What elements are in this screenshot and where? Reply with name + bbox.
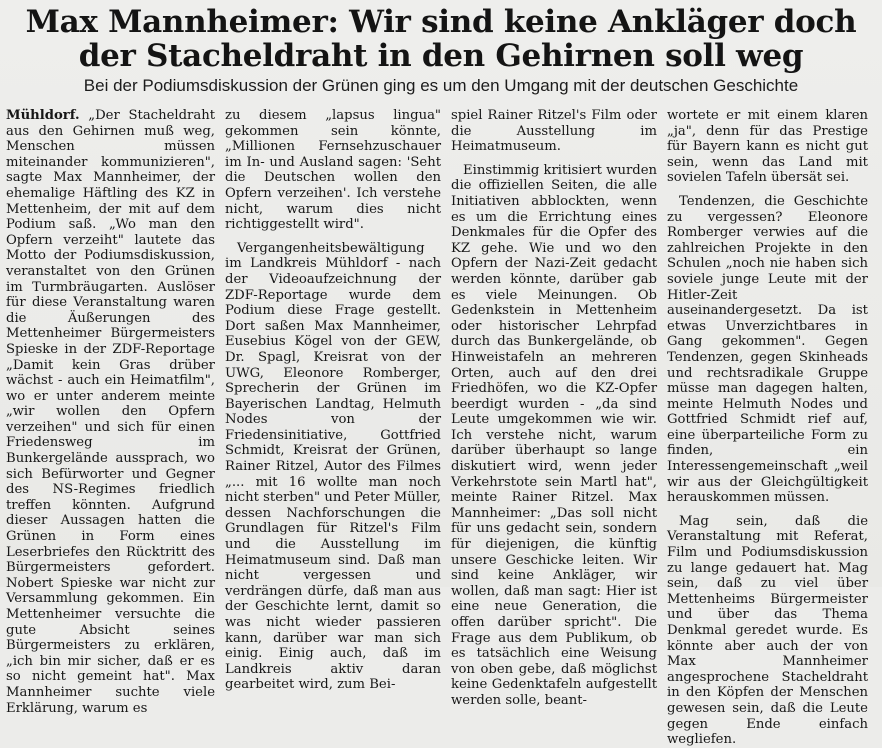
dateline: Mühldorf. <box>6 108 80 123</box>
paragraph: Tendenzen, die Geschichte zu vergessen? Eleonore Romberger verwies auf die zahlreichen Projekte in den Schulen „noch nie haben sich soviele junge Leute mit der Hitler-Zeit auseinandergesetzt. Da ist etwas Unverzichtbares in Gang gekommen". Gegen Tendenzen, gegen Skinheads und rechtsradikale Gruppe müsse man dagegen halten, meinte Helmuth Nodes und Gottfried Schmidt rief auf, eine überparteiliche Form zu finden, ein Interessengemeinschaft „weil wir aus der Gleichgültigkeit herauskommen müssen. <box>667 193 868 506</box>
article-body <box>6 108 878 748</box>
paragraph: Mag sein, daß die Veranstaltung mit Referat, Film und Podiumsdiskussion zu lange gedauert hat. Mag sein, daß zu viel über Mettenheims Bürgermeister und über das Thema Denkmal geredet wurde. Es könnte aber auch der von Max Mannheimer angesprochene Stacheldraht in den Köpfen der Menschen gewesen sein, daß die Leute gegen Ende einfach wegliefen. <box>667 513 868 748</box>
paragraph: Mühldorf. „Der Stacheldraht aus den Gehirnen muß weg, Menschen müssen miteinander kommunizieren", sagte Max Mannheimer, der ehemalige Häftling des KZ in Mettenheim, der mit auf dem Podium saß. „Wo man den Opfern verzeiht" lautete das Motto der Podiumsdiskussion, veranstaltet von den Grünen im Turmbräugarten. Auslöser für diese Veranstaltung waren die Äußerungen des Mettenheimer Bürgermeisters Spieske in der ZDF-Reportage „Damit kein Gras drüber wächst - auch ein Heimatfilm", wo er unter anderem meinte „wir wollen den Opfern verzeihen" und sich für einen Friedensweg im Bunkergelände aussprach, wo sich Befürworter und Gegner des NS-Regimes friedlich treffen könnten. Aufgrund dieser Aussagen hatten die Grünen in Form eines Leserbriefes den Rücktritt des Bürgermeisters gefordert. Nobert Spieske war nicht zur Versammlung gekommen. Ein Mettenheimer versuchte die gute Absicht seines Bürgermeisters zu erklären, „ich bin mir sicher, daß er es so nicht gemeint hat". Max Mannheimer suchte viele Erklärung, warum es <box>6 108 215 716</box>
subheadline: Bei der Podiumsdiskussion der Grünen ging es um den Umgang mit der deutschen Geschichte <box>83 76 799 95</box>
headline <box>0 0 882 73</box>
column-3 <box>451 108 657 708</box>
headline-line-2: der Stacheldraht in den Gehirnen soll weg <box>78 38 804 74</box>
column-4 <box>667 108 868 748</box>
paragraph: wortete er mit einem klaren „ja", denn für das Prestige für Bayern kann es nicht gut sein, wenn das Land mit sovielen Tafeln übersät sei. <box>667 108 868 186</box>
column-1 <box>6 108 215 716</box>
headline-line-1: Max Mannheimer: Wir sind keine Ankläger doch <box>25 4 857 40</box>
paragraph: Vergangenheitsbewältigung im Landkreis Mühldorf - nach der Videoaufzeichnung der ZDF-Reportage wurde dem Podium diese Frage gestellt. Dort saßen Max Mannheimer, Eusebius Kögel von der GEW, Dr. Spagl, Kreisrat von der UWG, Eleonore Romberger, Sprecherin der Grünen im Bayerischen Landtag, Helmuth Nodes von der Friedensinitiative, Gottfried Schmidt, Kreisrat der Grünen, Rainer Ritzel, Autor des Filmes „... mit 16 wollte man noch nicht sterben" und Peter Müller, dessen Nachforschungen die Grundlagen für Ritzel's Film und die Ausstellung im Heimatmuseum sind. Daß man nicht vergessen und verdrängen dürfe, daß man aus der Geschichte lernt, damit so was nicht wieder passieren kann, darüber war man sich einig. Einig auch, daß im Landkreis aktiv daran gearbeitet wird, zum Bei- <box>225 240 441 693</box>
column-2 <box>225 108 441 693</box>
paragraph: zu diesem „lapsus lingua" gekommen sein könnte, „Millionen Fernsehzuschauer im In- und Ausland sagen: 'Seht die Deutschen wollen den Opfern verzeihen'. Ich verstehe nicht, warum dies nicht richtiggestellt wird". <box>225 108 441 233</box>
paragraph: spiel Rainer Ritzel's Film oder die Ausstellung im Heimatmuseum. <box>451 108 657 155</box>
paragraph: Einstimmig kritisiert wurden die offiziellen Seiten, die alle Initiativen abblockten, wenn es um die Errichtung eines Denkmales für die Opfer des KZ gehe. Wie und wo den Opfern der Nazi-Zeit gedacht werden könnte, darüber gab es viele Meinungen. Ob Gedenkstein in Mettenheim oder historischer Lehrpfad durch das Bunkergelände, ob Hinweistafeln an mehreren Orten, auch auf den drei Friedhöfen, wo die KZ-Opfer beerdigt wurden - „da sind Leute umgekommen wie wir. Ich verstehe nicht, warum darüber überhaupt so lange diskutiert wird, wenn jeder Verkehrstote sein Martl hat", meinte Rainer Ritzel. Max Mannheimer: „Das soll nicht für uns gedacht sein, sondern für diejenigen, die künftig unsere Geschicke leiten. Wir sind keine Ankläger, wir wollen, daß man sagt: Hier ist eine neue Generation, die offen darüber spricht". Die Frage aus dem Publikum, ob es tatsächlich eine Weisung von oben gebe, daß möglichst keine Gedenktafeln aufgestellt werden solle, beant- <box>451 162 657 708</box>
